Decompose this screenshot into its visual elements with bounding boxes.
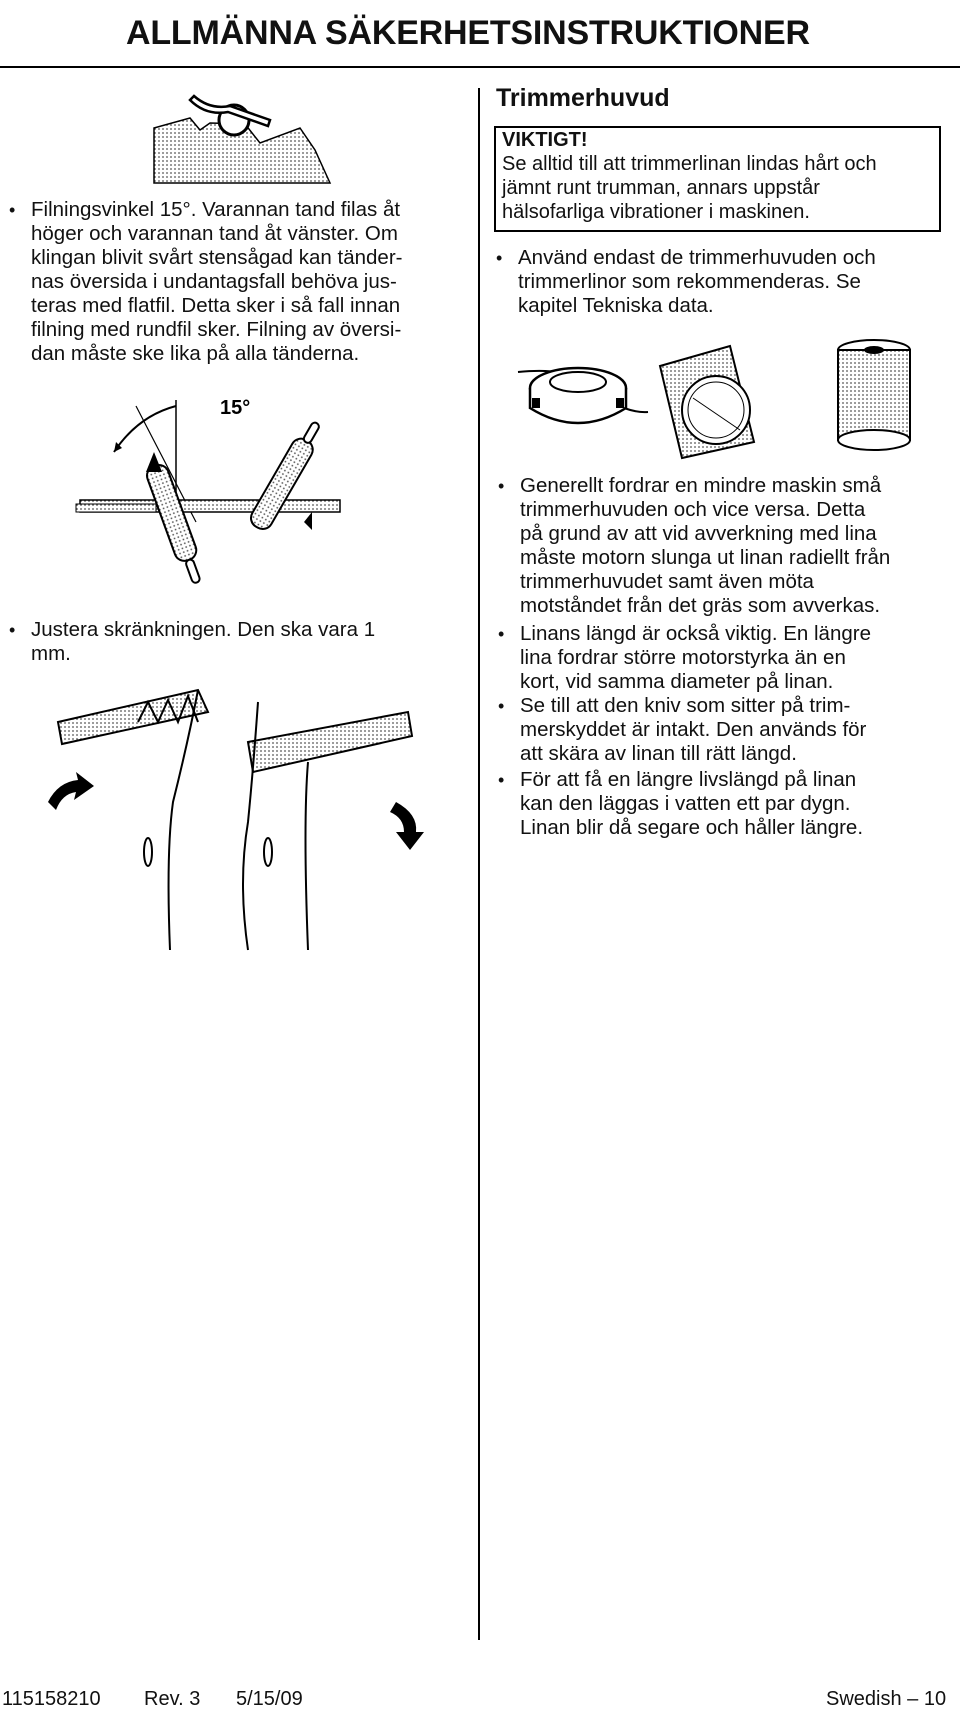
saw-tooth-illustration — [150, 88, 350, 188]
bullet-icon: • — [9, 200, 16, 220]
page-title: ALLMÄNNA SÄKERHETSINSTRUKTIONER — [126, 14, 810, 52]
list-item-recommended: • Använd endast de trimmerhuvuden och trimmerlinor som rekommenderas. Se kapitel Tekniska data. — [496, 246, 876, 317]
footer-page-number: Swedish – 10 — [826, 1688, 947, 1710]
filing-angle-illustration — [76, 392, 376, 592]
important-notice-box: VIKTIGT! Se alltid till att trimmerlinan lindas hårt och jämnt runt trumman, annars uppstår hälsofarliga vibrationer i maskinen. — [494, 126, 941, 232]
bullet-icon: • — [498, 696, 505, 716]
footer-date: 5/15/09 — [236, 1688, 303, 1710]
trimmer-parts-illustration — [518, 338, 938, 458]
section-title-trimmer-head: Trimmerhuvud — [496, 84, 670, 112]
list-item-filing-angle: • Filningsvinkel 15°. Varannan tand filas åt höger och varannan tand åt vänster. Om klingan blivit svårt stensågad kan tänder- nas översida i undantagsfall behöva jus- teras med flatfil. Detta sker i så fall innan filning med rundfil sker. Filning av översi- dan måste ske lika på alla tänderna. — [9, 198, 403, 365]
list-item-set: • Justera skränkningen. Den ska vara 1 mm. — [9, 618, 376, 665]
saw-set-illustration — [48, 682, 428, 952]
list-item-general: • Generellt fordrar en mindre maskin små trimmerhuvuden och vice versa. Detta på grund av att vid avverkning med lina måste motorn slunga ut linan radiellt från trimmerhuvudet samt även möta motståndet från det gräs som avverkas. — [498, 474, 891, 617]
column-divider — [478, 88, 480, 1640]
list-item-soak: • För att få en längre livslängd på linan kan den läggas i vatten ett par dygn. Linan blir då segare och håller längre. — [498, 768, 864, 839]
bullet-icon: • — [498, 476, 505, 496]
footer-doc-number: 115158210 — [2, 1688, 101, 1710]
bullet-icon: • — [498, 624, 505, 644]
angle-label: 15° — [220, 397, 251, 419]
bullet-icon: • — [9, 620, 16, 640]
footer-revision: Rev. 3 — [144, 1688, 201, 1710]
list-item-line-length: • Linans längd är också viktig. En längre lina fordrar större motorstyrka än en kort, vid samma diameter på linan. — [498, 622, 871, 693]
bullet-icon: • — [498, 770, 505, 790]
bullet-icon: • — [496, 248, 503, 268]
list-item-knife: • Se till att den kniv som sitter på trim- merskyddet är intakt. Den används för att skära av linan till rätt längd. — [498, 694, 867, 765]
notice-title: VIKTIGT! — [502, 129, 588, 151]
